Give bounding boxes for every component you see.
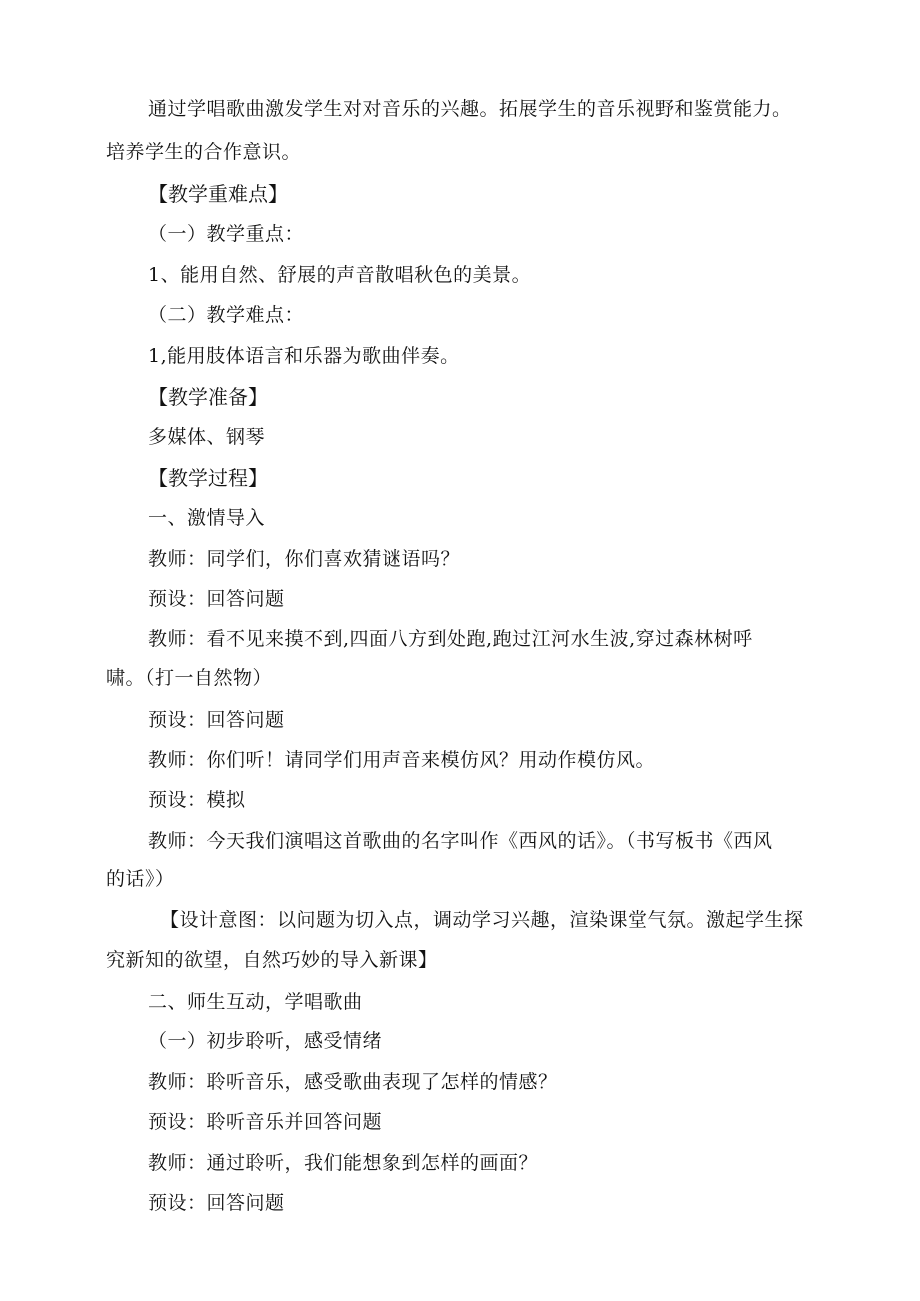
teacher-line-listen: 教师：聆听音乐，感受歌曲表现了怎样的情感？ bbox=[148, 1071, 558, 1093]
preparation-items: 多媒体、钢琴 bbox=[148, 426, 266, 448]
teacher-song-line-1: 教师：今天我们演唱这首歌曲的名字叫作《西风的话》。（书写板书《西风 bbox=[148, 830, 773, 852]
paragraph-goal-line-2: 培养学生的合作意识。 bbox=[106, 141, 302, 163]
preset-line: 预设：回答问题 bbox=[148, 588, 285, 610]
section-interaction: 二、师生互动，学唱歌曲 bbox=[148, 991, 363, 1013]
heading-preparation: 【教学准备】 bbox=[148, 385, 268, 409]
subheading-key-points: （一）教学重点： bbox=[148, 223, 305, 245]
teacher-line-imitate: 教师：你们听！请同学们用声音来模仿风？用动作模仿风。 bbox=[148, 749, 656, 771]
subsection-first-listen: （一）初步聆听，感受情绪 bbox=[148, 1030, 383, 1052]
subheading-difficult-points: （二）教学难点： bbox=[148, 304, 305, 326]
design-intent-line-1: 【设计意图：以问题为切入点，调动学习兴趣，渲染课堂气氛。激起学生探 bbox=[160, 909, 804, 931]
difficult-point-item: 1,能用肢体语言和乐器为歌曲伴奏。 bbox=[148, 345, 460, 367]
preset-line: 预设：模拟 bbox=[148, 789, 246, 811]
paragraph-goal-line-1: 通过学唱歌曲激发学生对对音乐的兴趣。拓展学生的音乐视野和鉴赏能力。 bbox=[148, 98, 792, 120]
teacher-song-line-2: 的话》） bbox=[106, 868, 175, 890]
teacher-line-imagine: 教师：通过聆听，我们能想象到怎样的画面？ bbox=[148, 1152, 539, 1174]
section-introduction: 一、激情导入 bbox=[148, 507, 266, 529]
preset-line: 预设：回答问题 bbox=[148, 1192, 285, 1214]
preset-line: 预设：回答问题 bbox=[148, 709, 285, 731]
heading-key-difficult-points: 【教学重难点】 bbox=[148, 182, 288, 206]
teacher-riddle-line-2: 啸。（打一自然物） bbox=[106, 667, 273, 689]
teacher-line-riddle: 教师：同学们，你们喜欢猜谜语吗？ bbox=[148, 548, 461, 570]
key-point-item: 1、能用自然、舒展的声音散唱秋色的美景。 bbox=[148, 264, 532, 286]
design-intent-line-2: 究新知的欲望，自然巧妙的导入新课】 bbox=[106, 949, 438, 971]
heading-teaching-process: 【教学过程】 bbox=[148, 466, 268, 490]
preset-line: 预设：聆听音乐并回答问题 bbox=[148, 1111, 383, 1133]
teacher-riddle-line-1: 教师：看不见来摸不到,四面八方到处跑,跑过江河水生波,穿过森林树呼 bbox=[148, 628, 753, 650]
